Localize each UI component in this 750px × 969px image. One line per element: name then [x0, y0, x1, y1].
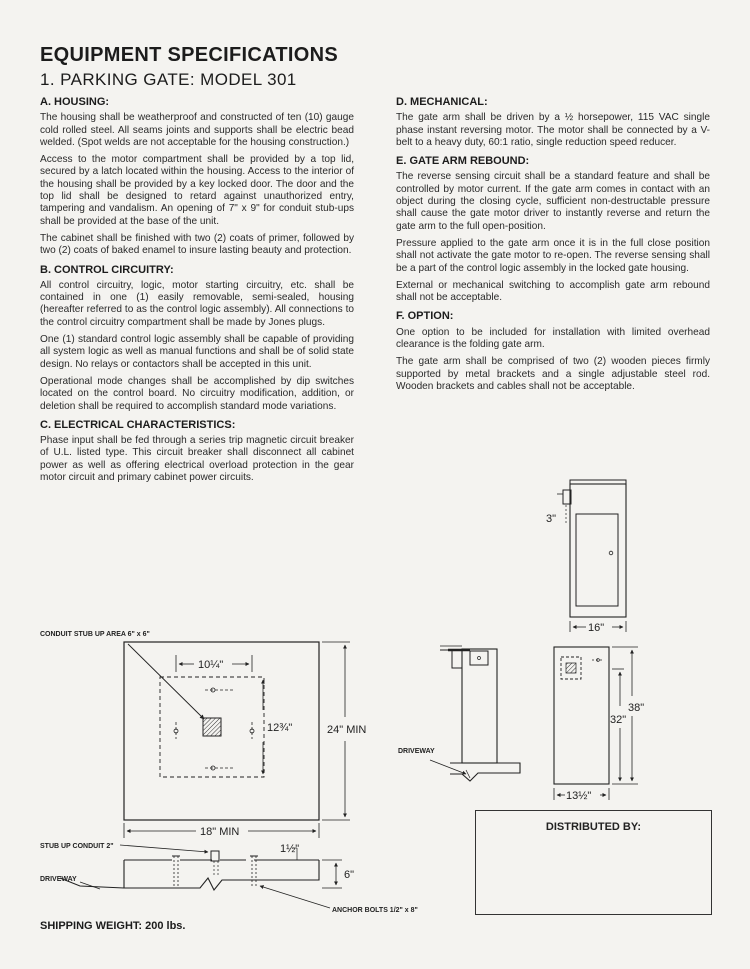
cabinet-profile-body — [462, 649, 497, 763]
page-title: EQUIPMENT SPECIFICATIONS — [40, 44, 338, 66]
paragraph: Phase input shall be fed through a series trip magnetic circuit breaker of U.L. listed type. This circuit breaker shall disconnect all cabinet power as well as offering electrical overload protection in the gear motor circuit and primary cabinet power circuits. — [40, 435, 354, 484]
section-heading: B. CONTROL CIRCUITRY: — [40, 263, 174, 276]
cabinet-door — [576, 514, 618, 606]
dimension-24-min: 24" MIN — [327, 724, 367, 736]
cabinet-side-view — [557, 480, 626, 632]
dimension-1-5: 1½" — [280, 843, 300, 855]
paragraph: The housing shall be weatherproof and constructed of ten (10) gauge cold rolled steel. All seams joints and supports shall be electric bead welded. (Spot welds are not acceptable for the housing construction.) — [40, 112, 354, 148]
dimension-32: 32" — [610, 714, 627, 726]
paragraph: The reverse sensing circuit shall be a standard feature and shall be controlled by motor current. If the gate arm comes in contact with an object during the closing cycle, sufficient non-destructable pressure shall cause the gate motor driver to instantly reverse and return the gate arm to the full open-position. — [396, 171, 710, 232]
door-lock — [609, 551, 613, 555]
dimension-16: 16" — [588, 622, 605, 634]
section-heading: F. OPTION: — [396, 310, 454, 323]
anchor-bolts-label: ANCHOR BOLTS 1/2" x 8" — [332, 907, 418, 914]
page-subtitle: 1. PARKING GATE: MODEL 301 — [40, 70, 297, 89]
paragraph: All control circuitry, logic, motor starting circuitry, etc. shall be contained in one (1) easily removable, semi-sealed, housing (hereafter referred to as the control logic assembly). All connections to the control circuitry compartment shall be made by Jones plugs. — [40, 279, 354, 328]
driveway-label: DRIVEWAY — [40, 876, 77, 883]
paragraph: The gate arm shall be driven by a ½ horsepower, 115 VAC single phase instant reversing motor. The motor shall be connected by a V-belt to a heavy duty, 60:1 ratio, single reduction speed reducer. — [396, 112, 710, 148]
paragraph: The gate arm shall be comprised of two (2) wooden pieces firmly supported by metal brackets and a single adjustable steel rod. Wooden brackets and cables shall not be acceptable. — [396, 356, 710, 392]
cabinet-front-body — [554, 647, 609, 784]
distributed-by-label: DISTRIBUTED BY: — [545, 821, 642, 833]
conduit-stub-up-area — [203, 718, 221, 736]
paragraph: Access to the motor compartment shall be provided by a top lid, secured by a latch located within the housing. Access to the interior of the housing shall be provided by a key locked door. The door and the top lid shall be designed to retard against unauthorized entry, tampering and vandalism. An opening of 7" x 9" for conduit stub-ups shall be provided at the base of the unit. — [40, 154, 354, 227]
dimension-3: 3" — [546, 513, 557, 525]
dimension-12-75: 12¾" — [267, 722, 293, 734]
driveway-label-profile: DRIVEWAY — [398, 748, 435, 755]
dimension-6: 6" — [344, 869, 355, 881]
section-heading: D. MECHANICAL: — [396, 96, 488, 108]
conduit-area-label: CONDUIT STUB UP AREA 6" x 6" — [40, 631, 150, 638]
paragraph: Operational mode changes shall be accomplished by dip switches located on the control board. No circuitry modification, addition, or deletion shall be required to accomplish standard mode variations. — [40, 375, 354, 412]
dimension-18-min: 18" MIN — [200, 826, 240, 838]
paragraph: One option to be included for installation with limited overhead clearance is the folding gate arm. — [396, 326, 710, 351]
paragraph: Pressure applied to the gate arm once it is in the full close position shall not activate the gate motor to re-open. The reverse sensing shall be a part of the control logic assembly in the locked gate housing. — [396, 237, 710, 274]
cabinet-profile-view — [430, 646, 520, 781]
dimension-38: 38" — [628, 702, 645, 714]
distributor-box — [475, 810, 712, 915]
shipping-weight: SHIPPING WEIGHT: 200 lbs. — [40, 920, 186, 932]
section-heading: C. ELECTRICAL CHARACTERISTICS: — [40, 418, 236, 431]
paragraph: External or mechanical switching to accomplish gate arm rebound shall not be acceptable. — [396, 279, 710, 304]
stub-up-conduit-label: STUB UP CONDUIT 2" — [40, 843, 114, 850]
section-heading: E. GATE ARM REBOUND: — [396, 155, 530, 168]
pad-section-view — [60, 845, 342, 908]
dimension-13-5: 13½" — [566, 790, 592, 802]
dimension-10-25: 10¼" — [198, 659, 224, 671]
pad-plan-view — [124, 642, 350, 838]
section-heading: A. HOUSING: — [40, 96, 110, 108]
paragraph: One (1) standard control logic assembly shall be capable of providing all system logic as well as manual functions and shall be of solid state design. No relays or contactors shall be accepted in this unit. — [40, 334, 354, 370]
paragraph: The cabinet shall be finished with two (2) coats of primer, followed by two (2) coats of baked enamel to insure lasting beauty and protection. — [40, 232, 354, 257]
